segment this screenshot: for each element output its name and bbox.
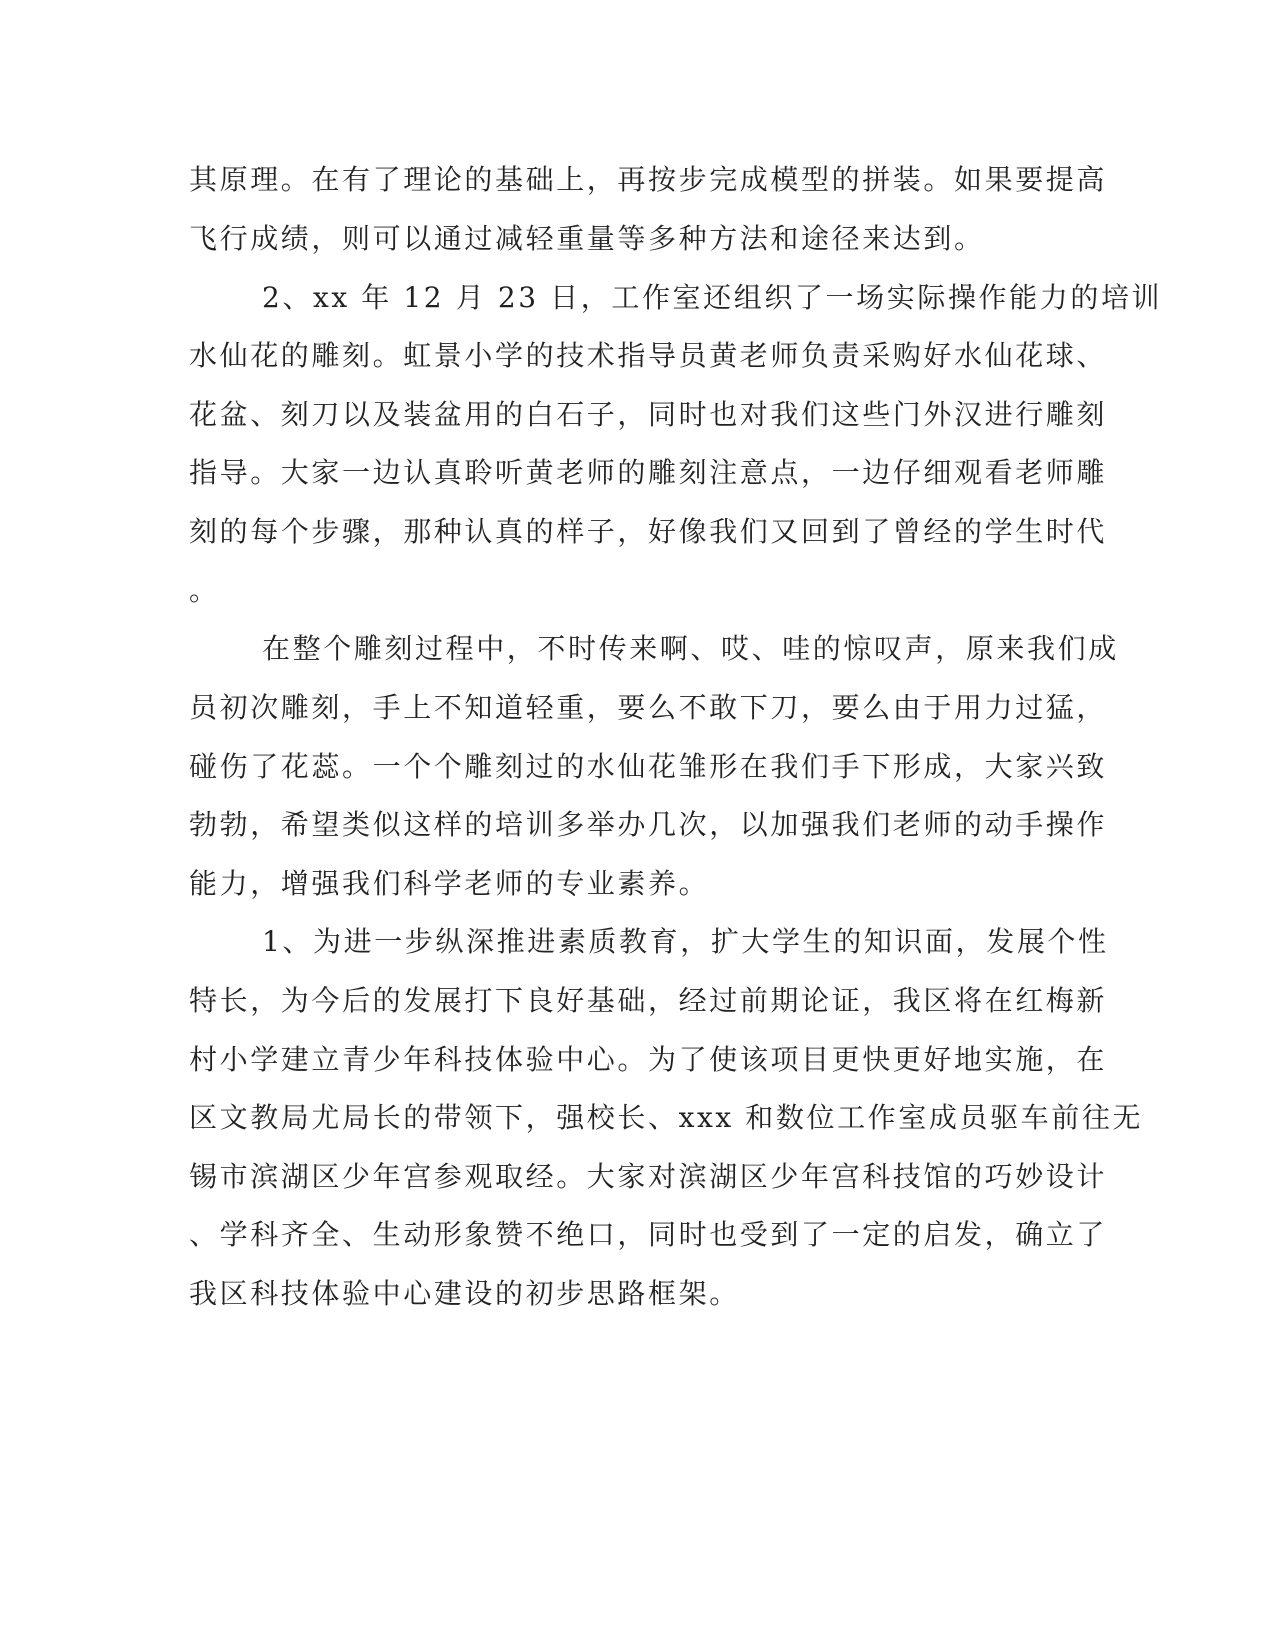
text-line: 碰伤了花蕊。一个个雕刻过的水仙花雏形在我们手下形成，大家兴致 xyxy=(189,750,1108,783)
text-line: 特长，为今后的发展打下良好基础，经过前期论证，我区将在红梅新 xyxy=(189,984,1108,1017)
text-line: 指导。大家一边认真聆听黄老师的雕刻注意点，一边仔细观看老师雕 xyxy=(189,456,1108,489)
text-line: 其原理。在有了理论的基础上，再按步完成模型的拼装。如果要提高 xyxy=(189,163,1108,196)
text-line: 能力，增强我们科学老师的专业素养。 xyxy=(189,867,710,900)
text-line: 刻的每个步骤，那种认真的样子，好像我们又回到了曾经的学生时代 xyxy=(189,515,1108,548)
text-line: 锡市滨湖区少年宫参观取经。大家对滨湖区少年宫科技馆的巧妙设计 xyxy=(189,1160,1108,1193)
text-line: 我区科技体验中心建设的初步思路框架。 xyxy=(189,1277,740,1310)
text-line: 员初次雕刻，手上不知道轻重，要么不敢下刀，要么由于用力过猛， xyxy=(189,691,1108,724)
text-line: 勃勃，希望类似这样的培训多举办几次，以加强我们老师的动手操作 xyxy=(189,808,1108,841)
text-line: 花盆、刻刀以及装盆用的白石子，同时也对我们这些门外汉进行雕刻 xyxy=(189,398,1108,431)
text-line: 飞行成绩，则可以通过减轻重量等多种方法和途径来达到。 xyxy=(189,222,985,255)
text-line: 2、xx 年 12 月 23 日，工作室还组织了一场实际操作能力的培训 xyxy=(262,281,1163,314)
text-line: 1、为进一步纵深推进素质教育，扩大学生的知识面，发展个性 xyxy=(262,925,1109,958)
text-line: 、学科齐全、生动形象赞不绝口，同时也受到了一定的启发，确立了 xyxy=(189,1218,1108,1251)
text-line: 在整个雕刻过程中，不时传来啊、哎、哇的惊叹声，原来我们成 xyxy=(262,632,1119,665)
text-line: 水仙花的雕刻。虹景小学的技术指导员黄老师负责采购好水仙花球、 xyxy=(189,339,1108,372)
text-line: 。 xyxy=(189,574,220,607)
text-line: 区文教局尤局长的带领下，强校长、xxx 和数位工作室成员驱车前往无 xyxy=(189,1101,1144,1134)
text-line: 村小学建立青少年科技体验中心。为了使该项目更快更好地实施，在 xyxy=(189,1043,1108,1076)
